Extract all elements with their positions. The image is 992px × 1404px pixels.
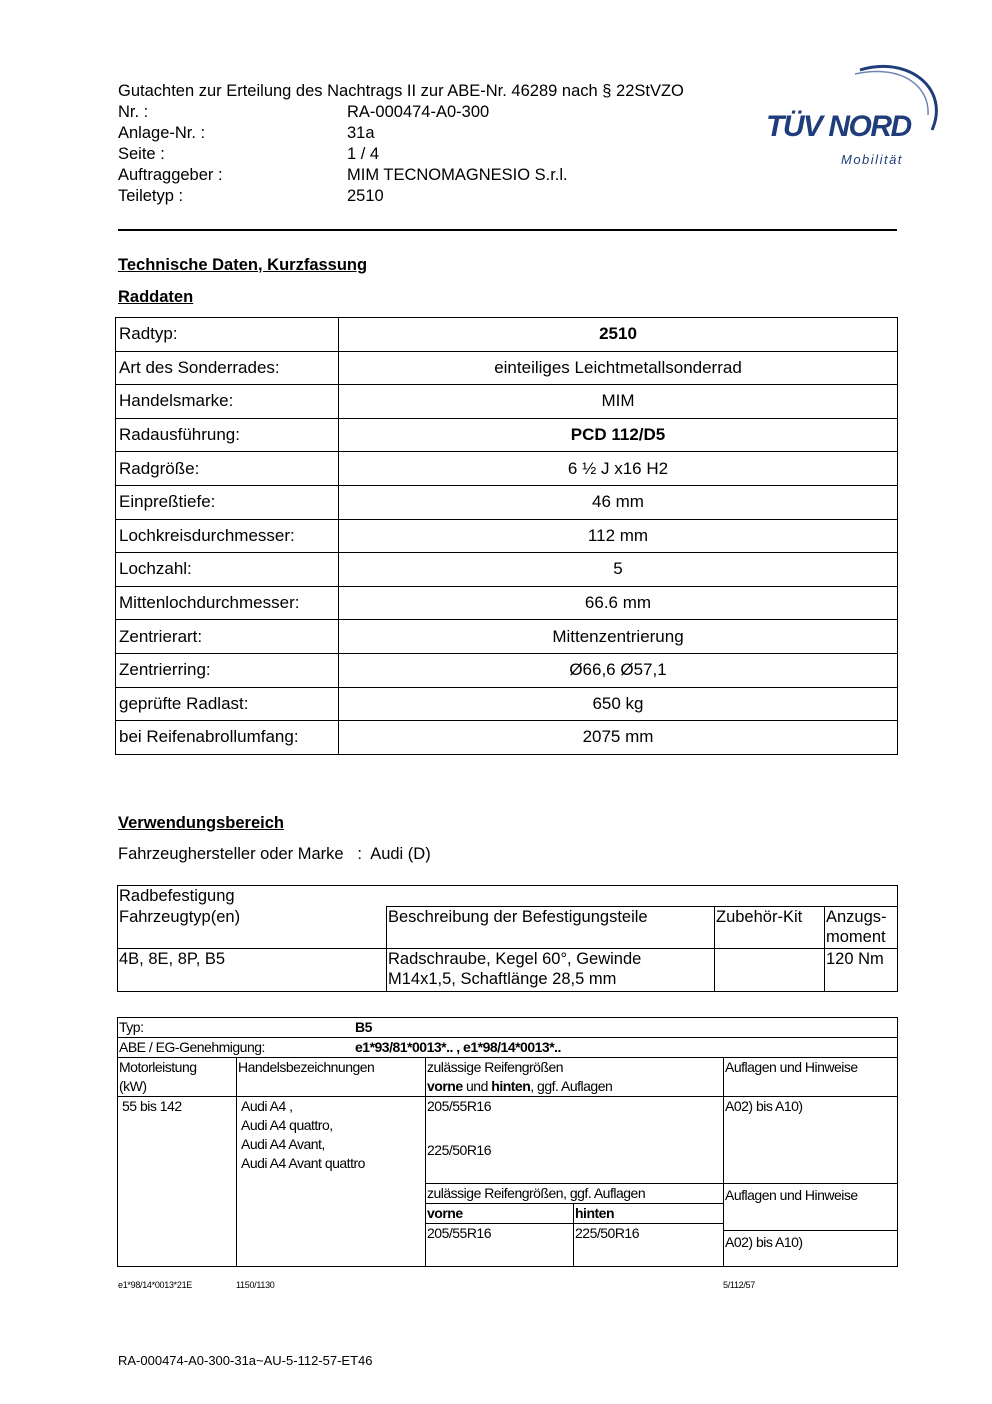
smallprint-right: 5/112/57 bbox=[723, 1280, 755, 1290]
raddaten-label: Art des Sonderrades: bbox=[116, 351, 339, 385]
model-name: Audi A4 Avant, bbox=[241, 1136, 325, 1152]
auflagen-subcell bbox=[724, 1184, 898, 1267]
raddaten-value: 66.6 mm bbox=[339, 586, 898, 620]
table-row bbox=[116, 418, 898, 452]
table-row bbox=[116, 485, 898, 519]
tuv-nord-logo bbox=[760, 60, 942, 170]
raddaten-value: Ø66,6 Ø57,1 bbox=[339, 653, 898, 687]
befestigung-title: Radbefestigung bbox=[118, 886, 898, 907]
raddaten-value: 2075 mm bbox=[339, 721, 898, 755]
tyre-size: 225/50R16 bbox=[427, 1142, 492, 1158]
table-row bbox=[116, 586, 898, 620]
raddaten-label: Einpreßtiefe: bbox=[116, 485, 339, 519]
column-header: moment bbox=[826, 928, 886, 946]
abe-label: ABE / EG-Genehmigung: bbox=[119, 1039, 265, 1055]
table-row bbox=[118, 948, 898, 991]
table-row bbox=[426, 1204, 723, 1224]
raddaten-label: bei Reifenabrollumfang: bbox=[116, 721, 339, 755]
table-row bbox=[118, 1058, 898, 1097]
table-row bbox=[118, 1097, 898, 1184]
table-row bbox=[118, 907, 898, 949]
befestigung-table bbox=[117, 885, 898, 992]
header-label: Seite : bbox=[118, 145, 165, 163]
column-header-bold: hinten bbox=[491, 1078, 531, 1094]
table-row bbox=[426, 1184, 723, 1204]
column-header-text: , ggf. Auflagen bbox=[530, 1078, 613, 1094]
table-row bbox=[116, 318, 898, 352]
table-row bbox=[118, 1018, 898, 1038]
column-header-line bbox=[427, 1077, 722, 1096]
table-row bbox=[118, 1038, 898, 1058]
table-row bbox=[116, 385, 898, 419]
raddaten-label: Zentrierring: bbox=[116, 653, 339, 687]
column-header: Fahrzeugtyp(en) bbox=[118, 907, 387, 949]
raddaten-table bbox=[115, 317, 898, 755]
column-header: zulässige Reifengrößen bbox=[427, 1059, 564, 1075]
header-value: RA-000474-A0-300 bbox=[347, 103, 490, 121]
column-header: Zubehör-Kit bbox=[715, 907, 825, 949]
header-value: 2510 bbox=[347, 187, 384, 205]
raddaten-label: Radausführung: bbox=[116, 418, 339, 452]
column-header: Auflagen und Hinweise bbox=[724, 1058, 898, 1097]
typ-value: B5 bbox=[355, 1019, 372, 1035]
header-row bbox=[118, 165, 684, 186]
raddaten-label: Radgröße: bbox=[116, 452, 339, 486]
raddaten-value: Mittenzentrierung bbox=[339, 620, 898, 654]
raddaten-value: PCD 112/D5 bbox=[339, 418, 898, 452]
motor-range: 55 bis 142 bbox=[118, 1097, 237, 1267]
column-header-torque bbox=[825, 907, 898, 949]
section-subtitle: Raddaten bbox=[118, 288, 194, 306]
model-name: Audi A4 quattro, bbox=[241, 1117, 333, 1133]
raddaten-value: 46 mm bbox=[339, 485, 898, 519]
header-divider bbox=[118, 229, 897, 231]
raddaten-label: geprüfte Radlast: bbox=[116, 687, 339, 721]
column-header: Motorleistung bbox=[119, 1059, 197, 1075]
vehicle-types: 4B, 8E, 8P, B5 bbox=[118, 948, 387, 991]
tyre-size: 205/55R16 bbox=[427, 1098, 492, 1114]
raddaten-label: Mittenlochdurchmesser: bbox=[116, 586, 339, 620]
raddaten-value: einteiliges Leichtmetallsonderrad bbox=[339, 351, 898, 385]
header-value: 1 / 4 bbox=[347, 145, 380, 163]
auflagen-value: A02) bis A10) bbox=[725, 1234, 803, 1250]
column-header: (kW) bbox=[119, 1078, 147, 1094]
column-header-rear: hinten bbox=[574, 1204, 724, 1224]
header-label: Teiletyp : bbox=[118, 187, 184, 205]
tyre-subtable bbox=[426, 1184, 723, 1266]
column-header: Beschreibung der Befestigungsteile bbox=[387, 907, 715, 949]
rear-tyre: 225/50R16 bbox=[575, 1225, 640, 1241]
fastener-description-line: M14x1,5, Schaftlänge 28,5 mm bbox=[388, 969, 617, 988]
table-row bbox=[116, 620, 898, 654]
column-header-tyres bbox=[426, 1058, 724, 1097]
document-header bbox=[118, 81, 684, 207]
raddaten-label: Radtyp: bbox=[116, 318, 339, 352]
header-row bbox=[118, 102, 684, 123]
tyre-subtable-cell bbox=[426, 1184, 724, 1267]
raddaten-label: Lochkreisdurchmesser: bbox=[116, 519, 339, 553]
model-name: Audi A4 Avant quattro bbox=[241, 1155, 365, 1171]
document-title: Gutachten zur Erteilung des Nachtrags II zur ABE-Nr. 46289 nach § 22StVZO bbox=[118, 82, 684, 100]
header-value: 31a bbox=[347, 124, 375, 142]
header-label: Anlage-Nr. : bbox=[118, 124, 206, 142]
raddaten-value: 5 bbox=[339, 553, 898, 587]
table-row bbox=[116, 519, 898, 553]
raddaten-value: MIM bbox=[339, 385, 898, 419]
torque-value: 120 Nm bbox=[825, 948, 898, 991]
header-row bbox=[118, 144, 684, 165]
typ-row bbox=[118, 1018, 898, 1038]
column-header: zulässige Reifengrößen, ggf. Auflagen bbox=[426, 1184, 723, 1204]
table-row bbox=[116, 351, 898, 385]
document-footer: RA-000474-A0-300-31a~AU-5-112-57-ET46 bbox=[118, 1353, 373, 1368]
column-header: Anzugs- bbox=[826, 908, 887, 926]
column-header-text: und bbox=[462, 1078, 492, 1094]
front-tyre: 205/55R16 bbox=[426, 1224, 574, 1267]
raddaten-value: 2510 bbox=[339, 318, 898, 352]
column-header: Handelsbezeichnungen bbox=[237, 1058, 426, 1097]
table-row bbox=[116, 653, 898, 687]
raddaten-label: Lochzahl: bbox=[116, 553, 339, 587]
column-header-front: vorne bbox=[426, 1204, 574, 1224]
smallprint-mid: 1150/1130 bbox=[236, 1280, 275, 1290]
smallprint-left: e1*98/14*0013*21E bbox=[118, 1280, 192, 1290]
fastener-description-line: Radschraube, Kegel 60°, Gewinde bbox=[388, 949, 642, 968]
model-names bbox=[237, 1097, 426, 1267]
abe-value: e1*93/81*0013*.. , e1*98/14*0013*.. bbox=[355, 1039, 561, 1055]
header-label: Auftraggeber : bbox=[118, 166, 223, 184]
model-name: Audi A4 , bbox=[241, 1098, 293, 1114]
section-title: Technische Daten, Kurzfassung bbox=[118, 256, 368, 274]
table-row bbox=[116, 721, 898, 755]
raddaten-value: 112 mm bbox=[339, 519, 898, 553]
logo-brand: TÜV NORD bbox=[766, 110, 911, 143]
header-value: MIM TECNOMAGNESIO S.r.l. bbox=[347, 166, 568, 184]
logo-subtitle: Mobilität bbox=[841, 152, 903, 167]
header-label: Nr. : bbox=[118, 103, 149, 121]
auflagen-value: A02) bis A10) bbox=[724, 1097, 898, 1184]
table-row bbox=[116, 452, 898, 486]
table-row bbox=[426, 1224, 723, 1267]
raddaten-label: Handelsmarke: bbox=[116, 385, 339, 419]
vehicle-type-table bbox=[117, 1017, 898, 1267]
header-row bbox=[118, 186, 684, 207]
typ-label: Typ: bbox=[119, 1019, 144, 1035]
manufacturer-line: Fahrzeughersteller oder Marke : Audi (D) bbox=[118, 845, 431, 863]
table-row bbox=[116, 553, 898, 587]
raddaten-value: 6 ½ J x16 H2 bbox=[339, 452, 898, 486]
header-row bbox=[118, 123, 684, 144]
table-row bbox=[118, 886, 898, 907]
raddaten-label: Zentrierart: bbox=[116, 620, 339, 654]
accessory-kit bbox=[715, 948, 825, 991]
column-header-bold: vorne bbox=[427, 1078, 463, 1094]
fastener-description bbox=[387, 948, 715, 991]
column-header: Auflagen und Hinweise bbox=[724, 1184, 897, 1231]
table-row bbox=[116, 687, 898, 721]
verwendung-title: Verwendungsbereich bbox=[118, 814, 284, 832]
tyre-sizes bbox=[426, 1097, 724, 1184]
raddaten-value: 650 kg bbox=[339, 687, 898, 721]
abe-row bbox=[118, 1038, 898, 1058]
column-header-motor bbox=[118, 1058, 237, 1097]
